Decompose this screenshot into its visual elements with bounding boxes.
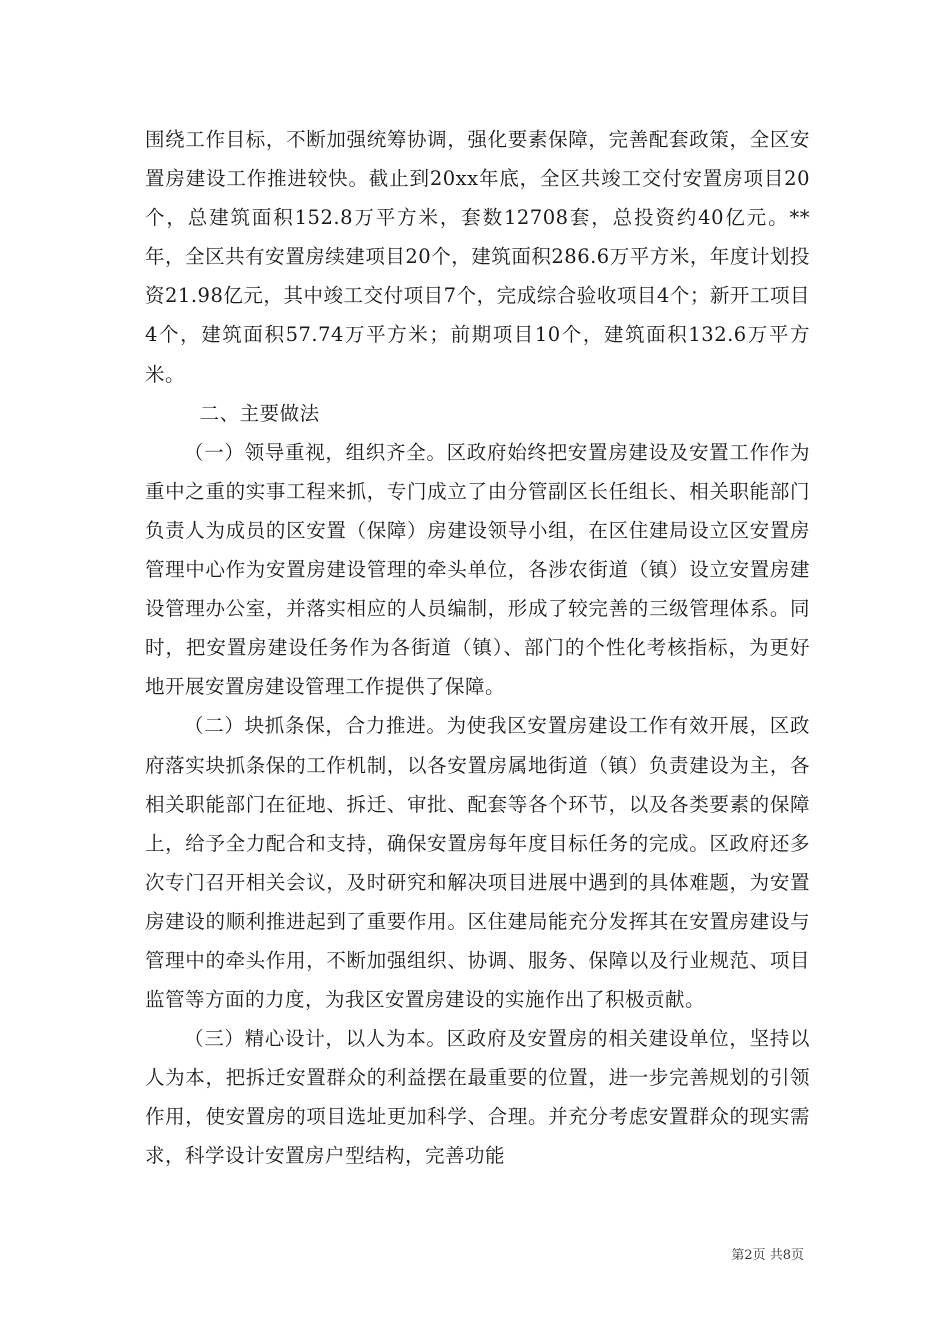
page-number-footer: 第2页 共8页 (731, 1248, 804, 1263)
section-heading: 二、主要做法 (199, 401, 320, 425)
document-body (145, 120, 810, 1176)
paragraph-leadership: （一）领导重视，组织齐全。区政府始终把安置房建设及安置工作作为重中之重的实事工程来抓，专门成立了由分管副区长任组长、相关职能部门负责人为成员的区安置（保障）房建设领导小组，在区住建局设立区安置房管理中心作为安置房建设管理的牵头单位，各涉农街道（镇）设立安置房建设管理办公室，并落实相应的人员编制，形成了较完善的三级管理体系。同时，把安置房建设任务作为各街道（镇）、部门的个性化考核指标，为更好地开展安置房建设管理工作提供了保障。 (145, 440, 810, 699)
paragraph-design: （三）精心设计，以人为本。区政府及安置房的相关建设单位，坚持以人为本，把拆迁安置群众的利益摆在最重要的位置，进一步完善规划的引领作用，使安置房的项目选址更加科学、合理。并充分考虑安置群众的现实需求，科学设计安置房户型结构，完善功能 (145, 1027, 810, 1168)
paragraph-overview: 围绕工作目标，不断加强统筹协调，强化要素保障，完善配套政策，全区安置房建设工作推进较快。截止到20xx年底，全区共竣工交付安置房项目20个，总建筑面积152.8万平方米，套数12708套，总投资约40亿元。**年，全区共有安置房续建项目20个，建筑面积286.6万平方米，年度计划投资21.98亿元，其中竣工交付项目7个，完成综合验收项目4个；新开工项目4个，建筑面积57.74万平方米；前期项目10个，建筑面积132.6万平方米。 (145, 128, 810, 386)
paragraph-cooperation: （二）块抓条保，合力推进。为使我区安置房建设工作有效开展，区政府落实块抓条保的工作机制，以各安置房属地街道（镇）负责建设为主，各相关职能部门在征地、拆迁、审批、配套等各个环节，以及各类要素的保障上，给予全力配合和支持，确保安置房每年度目标任务的完成。区政府还多次专门召开相关会议，及时研究和解决项目进展中遇到的具体难题，为安置房建设的顺利推进起到了重要作用。区住建局能充分发挥其在安置房建设与管理中的牵头作用，不断加强组织、协调、服务、保障以及行业规范、项目监管等方面的力度，为我区安置房建设的实施作出了积极贡献。 (145, 714, 810, 1012)
